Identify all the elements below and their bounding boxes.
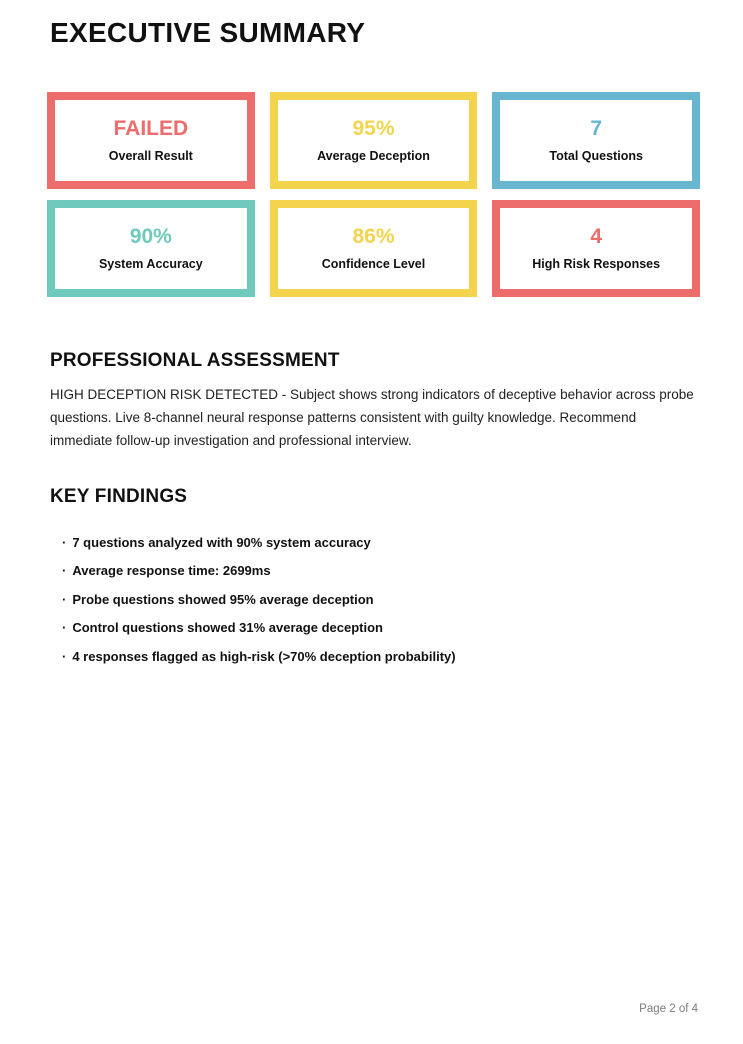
- metric-card-overall-result: [47, 92, 255, 189]
- finding-text: Control questions showed 31% average deception: [72, 620, 383, 636]
- finding-text: 4 responses flagged as high-risk (>70% deception probability): [72, 648, 456, 664]
- metric-card-confidence-level: [270, 200, 478, 297]
- finding-text: 7 questions analyzed with 90% system accuracy: [72, 534, 371, 550]
- finding-item: [62, 614, 700, 643]
- bullet-icon: ·: [62, 563, 67, 579]
- findings-list: [50, 528, 700, 671]
- metrics-grid: [47, 92, 700, 297]
- metric-card-high-risk-responses: [492, 200, 700, 297]
- metric-card-system-accuracy: [47, 200, 255, 297]
- finding-item: [62, 585, 700, 614]
- assessment-body: HIGH DECEPTION RISK DETECTED - Subject shows strong indicators of deceptive behavior across probe questions. Live 8-channel neural response patterns consistent with guilty knowledge. Recommend immediate follow-up investigation and professional interview.: [50, 387, 694, 448]
- metric-value: 86%: [352, 225, 395, 248]
- finding-item: [62, 528, 700, 557]
- metric-value: 4: [590, 225, 602, 248]
- bullet-icon: ·: [62, 534, 67, 550]
- findings-heading: KEY FINDINGS: [50, 486, 188, 507]
- finding-item: [62, 557, 700, 586]
- metric-value: 95%: [352, 117, 395, 140]
- metric-label: Overall Result: [108, 149, 193, 163]
- page-number: Page 2 of 4: [639, 1003, 698, 1015]
- metric-card-total-questions: [492, 92, 700, 189]
- bullet-icon: ·: [62, 591, 67, 607]
- page-title: EXECUTIVE SUMMARY: [50, 17, 366, 48]
- finding-text: Average response time: 2699ms: [72, 563, 271, 579]
- metric-label: High Risk Responses: [532, 257, 661, 271]
- metric-value: 7: [590, 117, 602, 140]
- metric-label: Confidence Level: [321, 257, 426, 271]
- bullet-icon: ·: [62, 620, 67, 636]
- metric-label: System Accuracy: [98, 257, 203, 271]
- metric-card-average-deception: [270, 92, 478, 189]
- finding-text: Probe questions showed 95% average deception: [72, 591, 374, 607]
- metric-label: Average Deception: [317, 149, 430, 163]
- metric-value: FAILED: [113, 117, 189, 140]
- bullet-icon: ·: [62, 648, 67, 664]
- metric-value: 90%: [129, 225, 172, 248]
- metric-label: Total Questions: [549, 149, 643, 163]
- finding-item: [62, 642, 700, 671]
- assessment-heading: PROFESSIONAL ASSESSMENT: [50, 350, 340, 371]
